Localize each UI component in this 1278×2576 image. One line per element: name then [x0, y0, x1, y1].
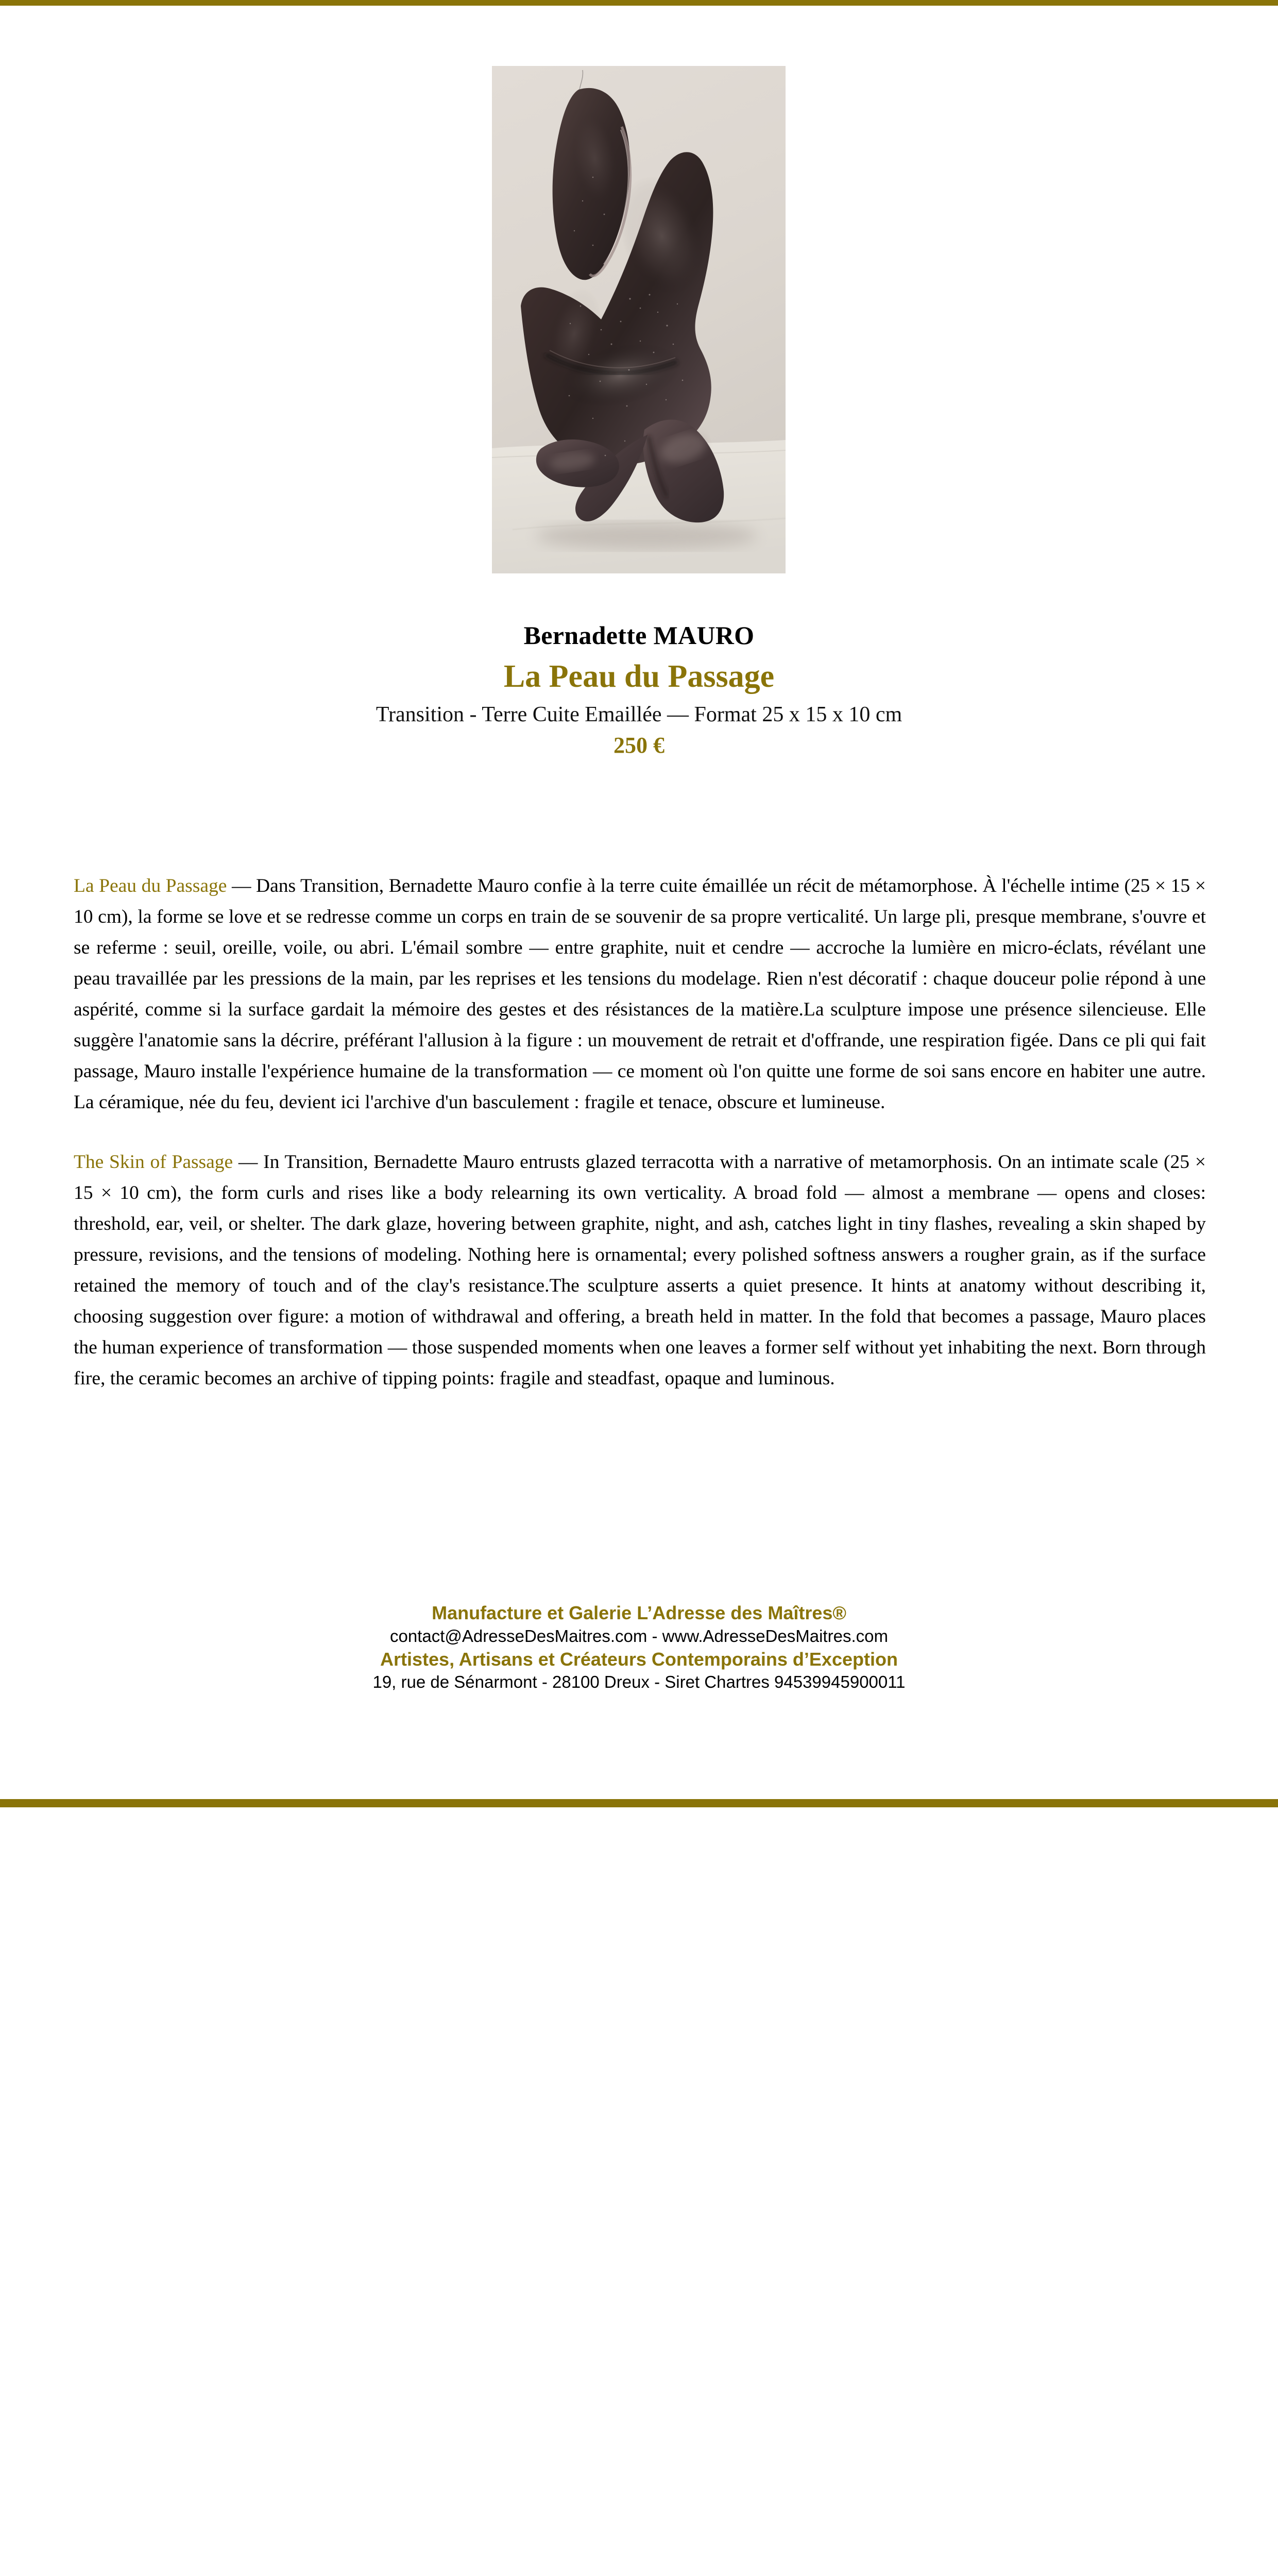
sculpture-illustration: [492, 66, 786, 573]
title-block: [0, 621, 1278, 759]
page-footer: [0, 1601, 1278, 1771]
description-paragraph-en: [74, 1147, 1206, 1394]
artwork-price: 250 €: [614, 732, 664, 758]
footer-contact-line[interactable]: contact@AdresseDesMaitres.com - www.AdresseDesMaitres.com: [390, 1626, 888, 1646]
artwork-title: La Peau du Passage: [503, 659, 775, 694]
description-paragraph-fr: [74, 871, 1206, 1118]
footer-tagline: Artistes, Artisans et Créateurs Contemporains d’Exception: [380, 1648, 898, 1670]
artist-name: Bernadette MAURO: [523, 621, 755, 650]
description-body-en: — In Transition, Bernadette Mauro entrusts glazed terracotta with a narrative of metamorphosis. On an intimate scale (25 × 15 × 10 cm), the form curls and rises like a body relearning its own verticality. A broad fold — almost a membrane — opens and closes: threshold, ear, veil, or shelter. The dark glaze, hovering between graphite, night, and ash, catches light in tiny flashes, revealing a skin shaped by pressure, revisions, and the tensions of modeling. Nothing here is ornamental; every polished softness answers a rougher grain, as if the surface retained the memory of touch and of the clay's resistance.The sculpture asserts a quiet presence. It hints at anatomy without describing it, choosing suggestion over figure: a motion of withdrawal and offering, a breath held in matter. In the fold that becomes a passage, Mauro places the human experience of transformation — those suspended moments when one leaves a former self without yet inhabiting the next. Born through fire, the ceramic becomes an archive of tipping points: fragile and steadfast, opaque and luminous.: [74, 1151, 1206, 1389]
footer-contact-block: [0, 1601, 1278, 1693]
description-section: [74, 871, 1206, 1394]
footer-address-line: 19, rue de Sénarmont - 28100 Dreux - Siret Chartres 94539945900011: [372, 1672, 906, 1692]
description-body-fr: — Dans Transition, Bernadette Mauro confie à la terre cuite émaillée un récit de métamorphose. À l'échelle intime (25 × 15 × 10 cm), la forme se love et se redresse comme un corps en train de se souvenir de sa propre verticalité. Un large pli, presque membrane, s'ouvre et se referme : seuil, oreille, voile, ou abri. L'émail sombre — entre graphite, nuit et cendre — accroche la lumière en micro-éclats, révélant une peau travaillée par les pressions de la main, par les reprises et les tensions du modelage. Rien n'est décoratif : chaque douceur polie répond à une aspérité, comme si la surface gardait la mémoire des gestes et des résistances de la matière.La sculpture impose une présence silencieuse. Elle suggère l'anatomie sans la décrire, préférant l'allusion à la figure : un mouvement de retrait et d'offrande, une respiration figée. Dans ce pli qui fait passage, Mauro installe l'expérience humaine de la transformation — ce moment où l'on quitte une forme de soi sans encore en habiter une autre. La céramique, née du feu, devient ici l'archive d'un basculement : fragile et tenace, obscure et lumineuse.: [74, 875, 1206, 1113]
description-lead-fr: La Peau du Passage: [74, 875, 227, 896]
top-gold-rule: [0, 0, 1278, 6]
artwork-subtitle: Transition - Terre Cuite Emaillée — Format 25 x 15 x 10 cm: [376, 703, 902, 727]
footer-company-name: Manufacture et Galerie L’Adresse des Maîtres®: [432, 1602, 846, 1623]
artwork-photo: [492, 66, 786, 573]
bottom-gold-rule: [0, 1799, 1278, 1807]
description-lead-en: The Skin of Passage: [74, 1151, 233, 1173]
